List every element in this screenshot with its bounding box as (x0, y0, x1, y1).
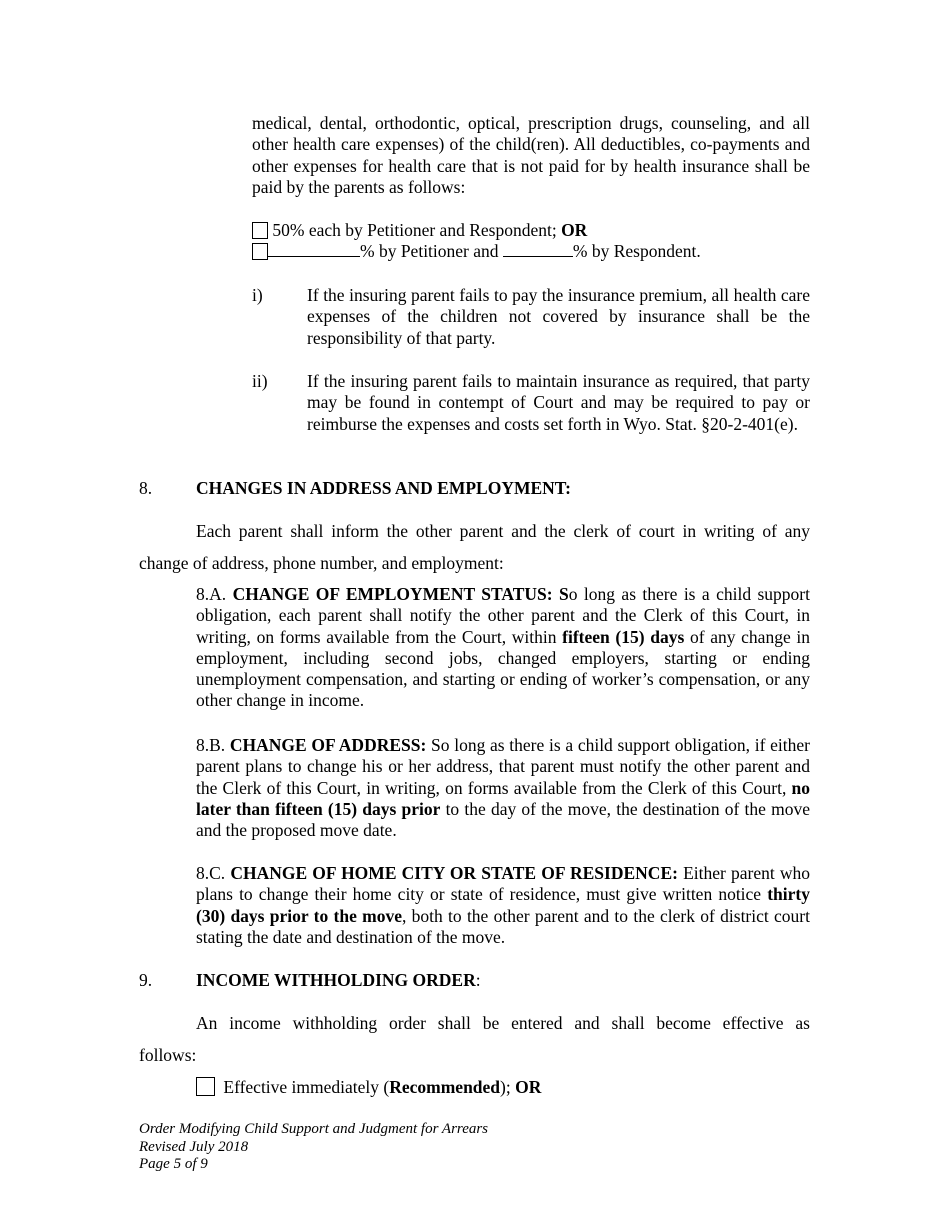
section-9-paragraph-line1: An income withholding order shall be entered and shall become effective as (196, 1013, 810, 1033)
footer-form-title: Order Modifying Child Support and Judgment for Arrears (139, 1121, 489, 1137)
option-fifty-fifty: 50% each by Petitioner and Respondent; OR (252, 220, 812, 241)
section-9-heading: INCOME WITHHOLDING ORDER: (196, 970, 481, 990)
footer (139, 1121, 488, 1174)
checkbox-custom-percent[interactable] (252, 243, 268, 260)
sub-item-number: ii) (252, 371, 268, 391)
section-8-paragraph-line2: change of address, phone number, and employment: (139, 553, 504, 573)
sub-item-text: If the insuring parent fails to pay the insurance premium, all health care expenses of the children not covered by insurance shall be the responsibility of that party. (307, 285, 810, 348)
checkbox-effective-immediately[interactable] (196, 1077, 215, 1096)
section-8-number: 8. (139, 478, 153, 498)
option-effective-immediately: Effective immediately (Recommended); OR (196, 1077, 541, 1098)
section-8-heading: CHANGES IN ADDRESS AND EMPLOYMENT: (196, 478, 571, 498)
sub-item-text: If the insuring parent fails to maintain insurance as required, that party may be found in contempt of Court and may be required to pay or reimburse the expenses and costs set forth in Wyo. Stat. §20-2-401(e). (307, 371, 810, 434)
subsection-8a: 8.A. CHANGE OF EMPLOYMENT STATUS: So long as there is a child support obligation, each parent shall notify the other parent and the Clerk of this Court, in writing, on forms available from the Court, within fifteen (15) days of any change in employment, including second jobs, changed employers, starting or ending unemployment compensation, and starting or ending of worker’s compensation, or any other change in income. (196, 584, 810, 711)
subsection-8b: 8.B. CHANGE OF ADDRESS: So long as there is a child support obligation, if either parent plans to change his or her address, that parent must notify the other parent and the Clerk of this Court, in writing, on forms available from the Clerk of this Court, no later than fifteen (15) days prior to the day of the move, the destination of the move and the proposed move date. (196, 735, 810, 841)
sub-item-number: i) (252, 285, 263, 305)
petitioner-percent-blank[interactable] (268, 241, 360, 257)
footer-page-number: Page 5 of 9 (139, 1156, 208, 1172)
subsection-8c: 8.C. CHANGE OF HOME CITY OR STATE OF RESIDENCE: Either parent who plans to change their home city or state of residence, must give written notice thirty (30) days prior to the move, both to the other parent and to the clerk of district court stating the date and destination of the move. (196, 863, 811, 947)
section-8-paragraph-line1: Each parent shall inform the other parent and the clerk of court in writing of any (196, 521, 810, 541)
respondent-percent-blank[interactable] (503, 241, 573, 257)
section-9-paragraph-line2: follows: (139, 1045, 197, 1065)
health-cost-options (252, 220, 812, 263)
section-9-number: 9. (139, 970, 153, 990)
option-custom-percent: % by Petitioner and % by Respondent. (252, 241, 812, 262)
intro-paragraph: medical, dental, orthodontic, optical, prescription drugs, counseling, and all other health care expenses) of the child(ren). All deductibles, co-payments and other expenses for health care that is not paid for by health insurance shall be paid by the parents as follows: (252, 113, 810, 197)
checkbox-fifty-fifty[interactable] (252, 222, 268, 239)
footer-revision: Revised July 2018 (139, 1138, 249, 1155)
